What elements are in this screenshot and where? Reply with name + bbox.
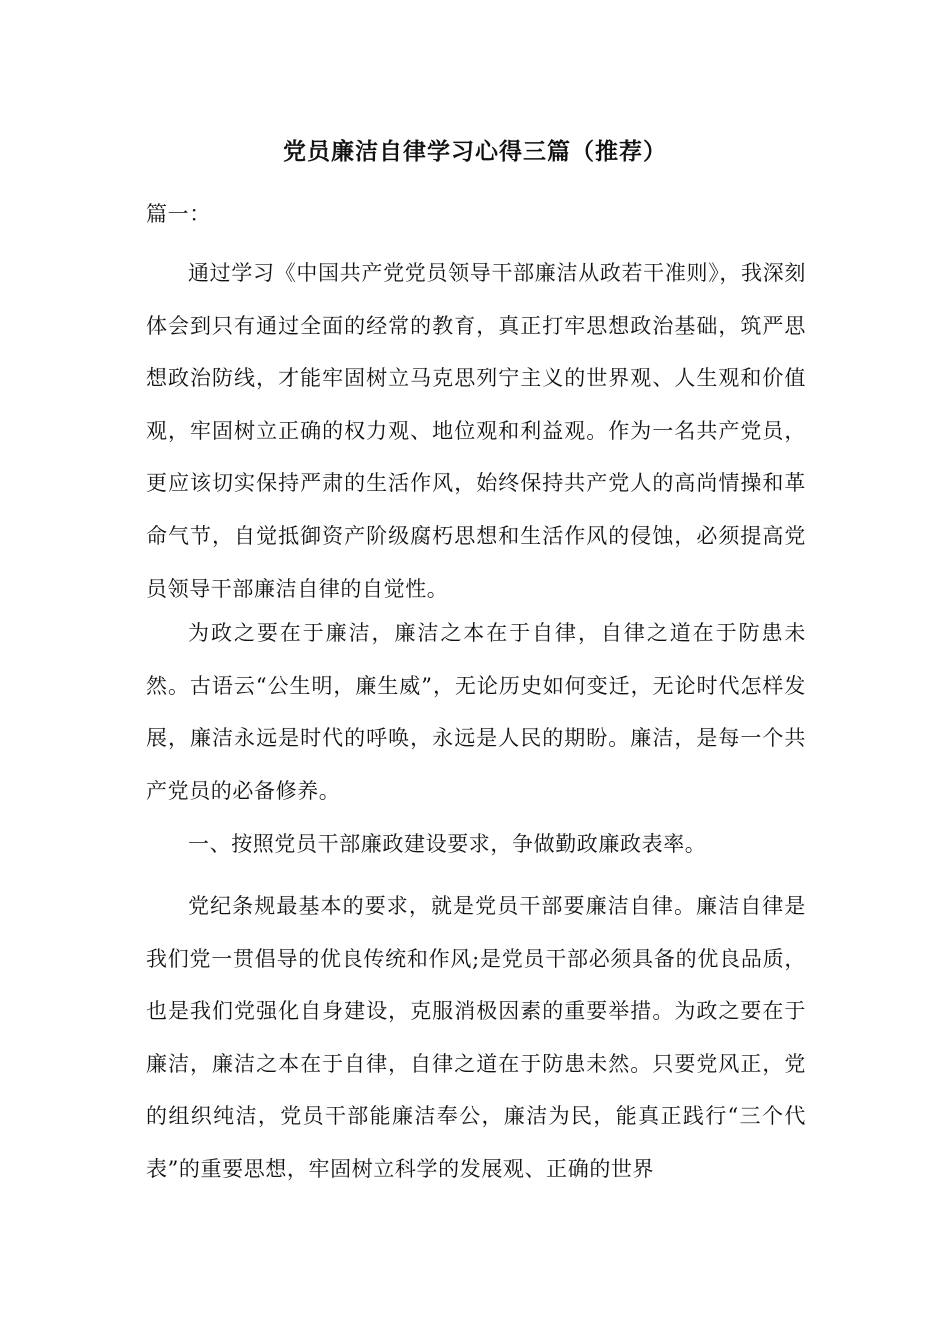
subsection-heading: 一、按照党员干部廉政建设要求，争做勤政廉政表率。: [188, 832, 707, 856]
body-paragraph: 党纪条规最基本的要求，就是党员干部要廉洁自律。廉洁自律是我们党一贯倡导的优良传统和作风;是党员干部必须具备的优良品质，也是我们党强化自身建设，克服消极因素的重要举措。为政之要在于廉洁，廉洁之本在于自律，自律之道在于防患未然。只要党风正，党的组织纯洁，党员干部能廉洁奉公，廉洁为民，能真正践行“三个代表”的重要思想，牢固树立科学的发展观、正确的世界: [146, 894, 806, 1181]
document-title: 党员廉洁自律学习心得三篇（推荐）: [283, 138, 667, 165]
body-paragraph: 通过学习《中国共产党党员领导干部廉洁从政若干准则》，我深刻体会到只有通过全面的经常的教育，真正打牢思想政治基础，筑严思想政治防线，才能牢固树立马克思列宁主义的世界观、人生观和价值观，牢固树立正确的权力观、地位观和利益观。作为一名共产党员，更应该切实保持严肃的生活作风，始终保持共产党人的高尚情操和革命气节，自觉抵御资产阶级腐朽思想和生活作风的侵蚀，必须提高党员领导干部廉洁自律的自觉性。: [146, 261, 806, 601]
body-paragraph: 为政之要在于廉洁，廉洁之本在于自律，自律之道在于防患未然。古语云“公生明，廉生威”，无论历史如何变迁，无论时代怎样发展，廉洁永远是时代的呼唤，永远是人民的期盼。廉洁，是每一个共产党员的必备修养。: [146, 621, 806, 803]
section-heading: 篇一：: [146, 202, 211, 226]
